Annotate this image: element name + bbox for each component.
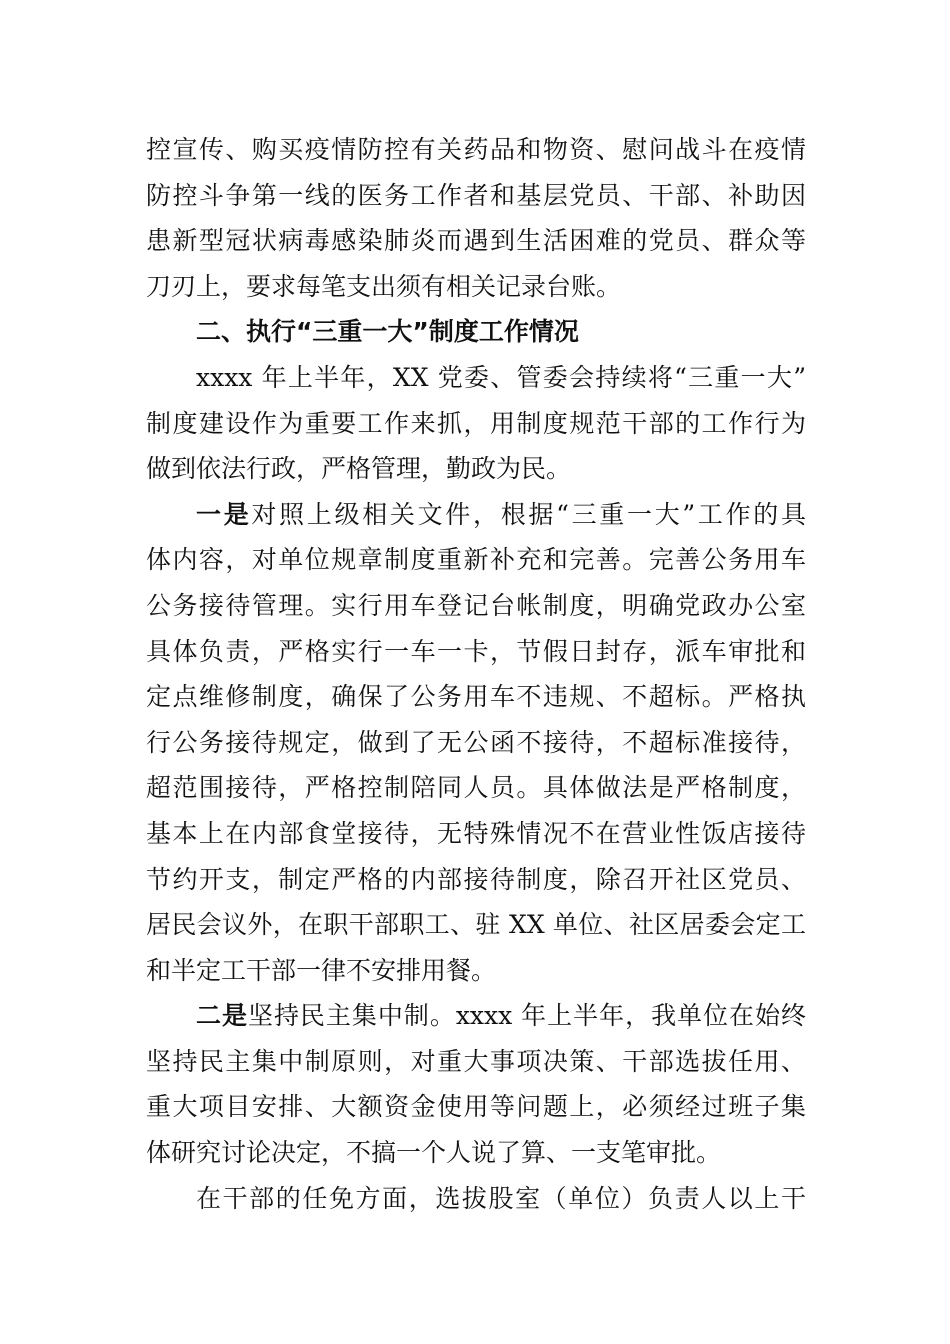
text-line: 患新型冠状病毒感染肺炎而遇到生活困难的党员、群众等 (146, 226, 806, 256)
text-line: xxxx 年上半年，XX 党委、管委会持续将“三重一大” (196, 362, 806, 392)
text-line: 和半定工干部一律不安排用餐。 (146, 955, 497, 985)
text-line: 制度建设作为重要工作来抓，用制度规范干部的工作行为 (146, 408, 806, 438)
text-line: 超范围接待，严格控制陪同人员。具体做法是严格制度， (146, 773, 806, 803)
text-line: 公务接待管理。实行用车登记台帐制度，明确党政办公室 (146, 590, 806, 620)
text-line: 对照上级相关文件，根据“三重一大”工作的具 (251, 499, 806, 529)
text-line: 体研究讨论决定，不搞一个人说了算、一支笔审批。 (146, 1138, 722, 1168)
section-heading: 二、执行“三重一大”制度工作情况 (196, 317, 579, 347)
text-line: 在干部的任免方面，选拔股室（单位）负责人以上干 (196, 1183, 806, 1213)
text-line: 坚持民主集中制。xxxx 年上半年，我单位在始终 (247, 1001, 806, 1031)
paragraph-first-line (146, 492, 806, 538)
text-line: 定点维修制度，确保了公务用车不违规、不超标。严格执 (146, 682, 806, 712)
document-body (146, 127, 806, 1221)
text-line: 坚持民主集中制原则，对重大事项决策、干部选拔任用、 (146, 1046, 806, 1076)
lead-label-2: 二是 (196, 1001, 248, 1031)
text-line: 体内容，对单位规章制度重新补充和完善。完善公务用车 (146, 545, 806, 575)
paragraph-first-line (146, 993, 806, 1039)
text-line: 具体负责，严格实行一车一卡，节假日封存，派车审批和 (146, 636, 806, 666)
text-line: 防控斗争第一线的医务工作者和基层党员、干部、补助因 (146, 180, 806, 210)
text-line: 重大项目安排、大额资金使用等问题上，必须经过班子集 (146, 1092, 806, 1122)
text-line: 刀刃上，要求每笔支出须有相关记录台账。 (146, 271, 622, 301)
text-line: 控宣传、购买疫情防控有关药品和物资、慰问战斗在疫情 (146, 135, 806, 164)
text-line: 节约开支，制定严格的内部接待制度，除召开社区党员、 (146, 864, 806, 894)
text-line: 行公务接待规定，做到了无公函不接待，不超标准接待， (146, 727, 806, 757)
text-line: 居民会议外，在职干部职工、驻 XX 单位、社区居委会定工 (146, 910, 806, 940)
text-line: 基本上在内部食堂接待，无特殊情况不在营业性饭店接待 (146, 818, 806, 848)
text-line: 做到依法行政，严格管理，勤政为民。 (146, 454, 572, 484)
lead-label-1: 一是 (196, 499, 252, 529)
